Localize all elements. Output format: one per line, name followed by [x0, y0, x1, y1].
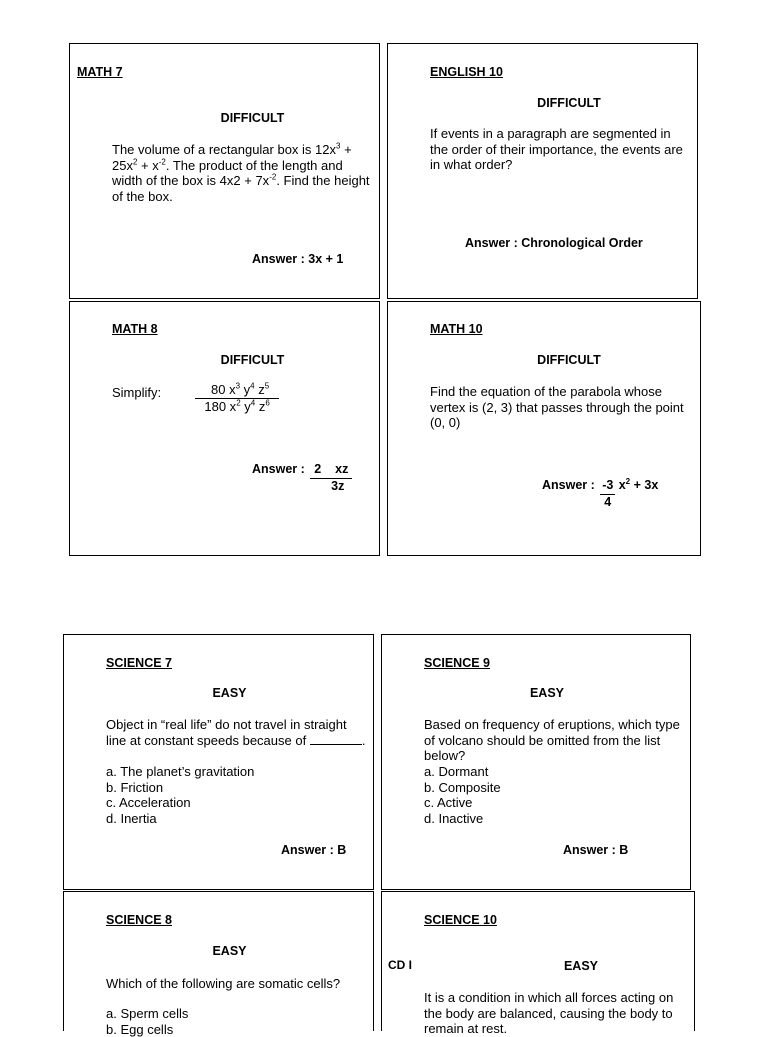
- question-text: Based on frequency of eruptions, which type of volcano should be omitted from the list below?: [424, 717, 680, 764]
- subject-label: SCIENCE 8: [106, 913, 172, 927]
- option-item: d. Inactive: [424, 810, 484, 826]
- fraction-numerator: 80 $x^3$ $y^4$ $z^5$: [195, 382, 279, 399]
- difficulty-label: EASY: [212, 944, 247, 958]
- answer-text: Answer : B: [563, 843, 629, 857]
- option-item: c. Active: [424, 795, 473, 811]
- card-science8: [63, 891, 374, 1037]
- simplify-label: Simplify:: [112, 385, 162, 400]
- answer-numerator: -3: [600, 478, 615, 495]
- option-item: b. Egg cells: [106, 1021, 174, 1037]
- option-item: b. Composite: [424, 779, 501, 795]
- subject-label: SCIENCE 10: [424, 913, 497, 927]
- subject-label: SCIENCE 9: [424, 656, 490, 670]
- answer-text: Answer : 3x + 1: [252, 252, 344, 266]
- subject-label: MATH 10: [430, 322, 483, 336]
- fraction-expression: [195, 382, 279, 414]
- option-item: b. Friction: [106, 779, 164, 795]
- option-item: d. Inertia: [106, 810, 157, 826]
- question-text: The volume of a rectangular box is $12x^3 + 25x^2 + x^{-2}$. The product of the length and width of the box is $4x2 + 7x^{-2}$. Find the height of the box.: [112, 141, 370, 204]
- options-list: [106, 1006, 368, 1037]
- difficulty-label: EASY: [212, 686, 247, 700]
- option-item: a. The planet’s gravitation: [106, 764, 255, 779]
- question-text: If events in a paragraph are segmented in the order of their importance, the events are in what order?: [430, 126, 683, 173]
- difficulty-label: DIFFICULT: [537, 353, 601, 367]
- question-text: Which of the following are somatic cells?: [106, 976, 341, 991]
- question-text: Find the equation of the parabola whose vertex is (2, 3) that passes through the point (0, 0): [430, 384, 684, 431]
- answer-denominator: 3z: [331, 478, 345, 493]
- options-list: [424, 764, 686, 826]
- card-math10: [387, 301, 701, 556]
- question-text: It is a condition in which all forces acting on the body are balanced, causing the body to remain at rest.: [424, 990, 674, 1037]
- difficulty-label: DIFFICULT: [220, 111, 285, 125]
- difficulty-label: EASY: [529, 686, 565, 700]
- difficulty-label: EASY: [563, 959, 599, 973]
- difficulty-label: DIFFICULT: [537, 96, 601, 110]
- answer-numerator: 2 xz: [310, 462, 352, 479]
- answer-text: Answer : $\frac{-3}{4}$ $x^2 + 3x$: [542, 476, 659, 509]
- card-science7: [63, 634, 374, 890]
- option-item: c. Acceleration: [106, 795, 191, 811]
- answer-blank: [310, 734, 362, 745]
- card-math8: [69, 301, 380, 556]
- answer-denominator: 4: [604, 494, 612, 509]
- subject-label: ENGLISH 10: [430, 65, 503, 79]
- fraction-denominator: 180 $x^2$ $y^4$ $z^6$: [204, 398, 270, 414]
- answer-text: Answer : Chronological Order: [465, 236, 643, 250]
- card-science9: [381, 634, 691, 890]
- answer-text: Answer : $\frac{2 xz}{3z}$: [252, 462, 352, 494]
- card-english10: [387, 43, 698, 299]
- question-text: Object in “real life” do not travel in straight line at constant speeds because of .: [106, 717, 366, 748]
- subject-label: MATH 8: [112, 322, 158, 336]
- card-science10: [381, 891, 695, 1037]
- side-label: CD I: [388, 958, 412, 972]
- options-list: [106, 764, 368, 826]
- card-math7: [69, 43, 380, 299]
- difficulty-label: DIFFICULT: [220, 353, 285, 367]
- option-item: a. Dormant: [424, 764, 489, 779]
- subject-label: SCIENCE 7: [106, 656, 172, 670]
- option-item: a. Sperm cells: [106, 1006, 189, 1021]
- subject-label: MATH 7: [77, 65, 123, 79]
- answer-text: Answer : B: [281, 843, 347, 857]
